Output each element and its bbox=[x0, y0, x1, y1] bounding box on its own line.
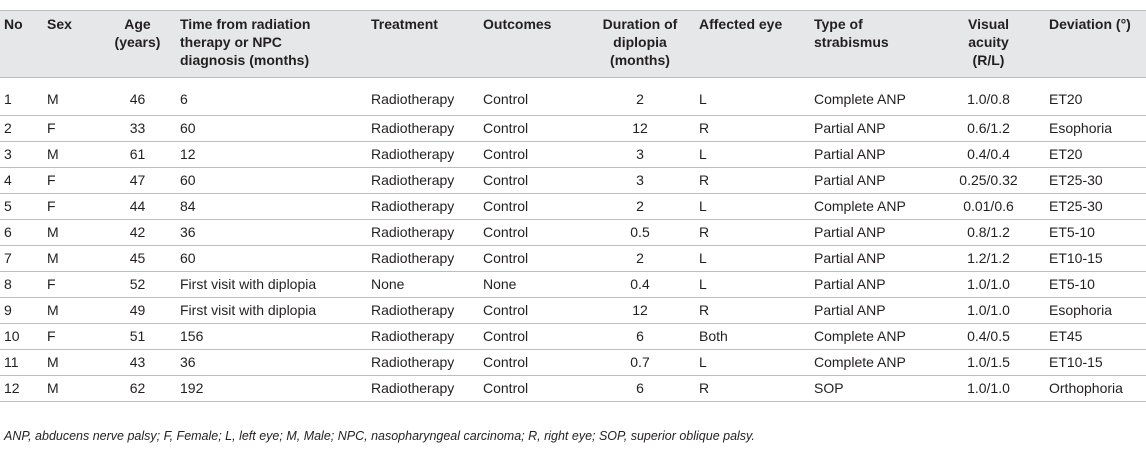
cell-outcomes: Control bbox=[483, 120, 529, 136]
cell-age: 33 bbox=[129, 120, 146, 136]
cell-strabismus-type: Partial ANP bbox=[814, 120, 886, 136]
cell-time: First visit with diplopia bbox=[180, 302, 317, 318]
cell-deviation: ET5-10 bbox=[1049, 224, 1095, 240]
cell-visual-acuity: 1.0/1.5 bbox=[967, 354, 1010, 370]
cell-time: 60 bbox=[180, 120, 196, 136]
header-deviation: Deviation (°) bbox=[1049, 16, 1131, 32]
cell-strabismus-type: Complete ANP bbox=[814, 354, 906, 370]
cell-visual-acuity: 0.6/1.2 bbox=[967, 120, 1010, 136]
cell-outcomes: Control bbox=[483, 380, 529, 396]
cell-affected-eye: R bbox=[699, 224, 710, 240]
cell-age: 42 bbox=[129, 224, 146, 240]
cell-age: 45 bbox=[129, 250, 146, 266]
cell-strabismus-type: Partial ANP bbox=[814, 276, 886, 292]
table-row bbox=[0, 246, 1146, 272]
cell-no: 7 bbox=[4, 250, 12, 266]
cell-duration: 6 bbox=[636, 380, 644, 396]
cell-outcomes: Control bbox=[483, 250, 529, 266]
cell-affected-eye: L bbox=[699, 146, 707, 162]
cell-no: 8 bbox=[4, 276, 12, 292]
cell-visual-acuity: 0.01/0.6 bbox=[963, 198, 1014, 214]
cell-age: 49 bbox=[129, 302, 146, 318]
cell-deviation: ET25-30 bbox=[1049, 172, 1103, 188]
cell-sex: F bbox=[47, 120, 56, 136]
cell-strabismus-type: Partial ANP bbox=[814, 224, 886, 240]
cell-no: 12 bbox=[4, 380, 20, 396]
table-row bbox=[0, 350, 1146, 376]
header-age: Age (years) bbox=[114, 16, 161, 50]
cell-age: 43 bbox=[129, 354, 146, 370]
cell-duration: 12 bbox=[632, 120, 648, 136]
header-no: No bbox=[4, 16, 23, 32]
cell-sex: M bbox=[47, 302, 59, 318]
cell-time: 60 bbox=[180, 250, 196, 266]
cell-treatment: Radiotherapy bbox=[371, 328, 455, 344]
patient-table bbox=[0, 10, 1146, 402]
cell-outcomes: Control bbox=[483, 198, 529, 214]
cell-no: 10 bbox=[4, 328, 20, 344]
cell-deviation: ET25-30 bbox=[1049, 198, 1103, 214]
cell-visual-acuity: 1.0/1.0 bbox=[967, 302, 1010, 318]
cell-strabismus-type: Partial ANP bbox=[814, 302, 886, 318]
cell-no: 5 bbox=[4, 198, 12, 214]
cell-duration: 2 bbox=[636, 250, 644, 266]
cell-duration: 3 bbox=[636, 146, 644, 162]
header-visual-acuity: Visual acuity (R/L) bbox=[968, 16, 1009, 68]
cell-age: 47 bbox=[129, 172, 146, 188]
cell-affected-eye: L bbox=[699, 91, 707, 107]
cell-strabismus-type: Partial ANP bbox=[814, 172, 886, 188]
cell-affected-eye: R bbox=[699, 172, 710, 188]
cell-deviation: ET20 bbox=[1049, 91, 1083, 107]
cell-sex: M bbox=[47, 224, 59, 240]
cell-visual-acuity: 1.0/0.8 bbox=[967, 91, 1010, 107]
cell-treatment: Radiotherapy bbox=[371, 380, 455, 396]
cell-visual-acuity: 1.0/1.0 bbox=[967, 380, 1010, 396]
cell-age: 46 bbox=[129, 91, 146, 107]
cell-duration: 6 bbox=[636, 328, 644, 344]
cell-duration: 3 bbox=[636, 172, 644, 188]
header-time: Time from radiation therapy or NPC diagnosis (months) bbox=[180, 16, 311, 68]
table-row bbox=[0, 142, 1146, 168]
cell-time: 84 bbox=[180, 198, 196, 214]
cell-time: 12 bbox=[180, 146, 196, 162]
cell-affected-eye: L bbox=[699, 354, 707, 370]
table-row bbox=[0, 324, 1146, 350]
header-sex: Sex bbox=[47, 16, 72, 32]
cell-affected-eye: Both bbox=[699, 328, 728, 344]
cell-no: 2 bbox=[4, 120, 12, 136]
cell-treatment: Radiotherapy bbox=[371, 172, 455, 188]
cell-sex: M bbox=[47, 91, 59, 107]
cell-age: 62 bbox=[129, 380, 146, 396]
cell-deviation: ET10-15 bbox=[1049, 354, 1103, 370]
cell-visual-acuity: 0.4/0.4 bbox=[967, 146, 1010, 162]
header-row bbox=[0, 11, 1146, 78]
table-row bbox=[0, 272, 1146, 298]
cell-strabismus-type: Complete ANP bbox=[814, 91, 906, 107]
cell-duration: 2 bbox=[636, 91, 644, 107]
cell-duration: 2 bbox=[636, 198, 644, 214]
cell-sex: F bbox=[47, 198, 56, 214]
cell-no: 1 bbox=[4, 91, 12, 107]
cell-time: 156 bbox=[180, 328, 204, 344]
header-affected-eye: Affected eye bbox=[699, 16, 783, 32]
cell-outcomes: Control bbox=[483, 146, 529, 162]
cell-treatment: Radiotherapy bbox=[371, 354, 455, 370]
cell-outcomes: Control bbox=[483, 328, 529, 344]
cell-duration: 0.7 bbox=[630, 354, 650, 370]
header-strabismus-type: Type of strabismus bbox=[814, 16, 889, 50]
cell-treatment: Radiotherapy bbox=[371, 250, 455, 266]
cell-time: 192 bbox=[180, 380, 204, 396]
cell-no: 6 bbox=[4, 224, 12, 240]
cell-sex: M bbox=[47, 250, 59, 266]
cell-sex: M bbox=[47, 380, 59, 396]
table-body bbox=[0, 78, 1146, 402]
cell-outcomes: Control bbox=[483, 354, 529, 370]
table-row bbox=[0, 78, 1146, 116]
table-row bbox=[0, 168, 1146, 194]
cell-time: 6 bbox=[180, 91, 188, 107]
cell-age: 61 bbox=[129, 146, 146, 162]
cell-sex: M bbox=[47, 354, 59, 370]
cell-visual-acuity: 0.8/1.2 bbox=[967, 224, 1010, 240]
cell-no: 11 bbox=[4, 354, 19, 370]
cell-treatment: Radiotherapy bbox=[371, 120, 455, 136]
cell-strabismus-type: Complete ANP bbox=[814, 328, 906, 344]
cell-deviation: ET10-15 bbox=[1049, 250, 1103, 266]
cell-age: 44 bbox=[129, 198, 146, 214]
cell-time: 36 bbox=[180, 354, 196, 370]
table-row bbox=[0, 194, 1146, 220]
table-row bbox=[0, 298, 1146, 324]
cell-no: 3 bbox=[4, 146, 12, 162]
cell-age: 51 bbox=[129, 328, 146, 344]
table-footnote: ANP, abducens nerve palsy; F, Female; L, left eye; M, Male; NPC, nasopharyngeal carcinoma; R, right eye; SOP, superior oblique palsy. bbox=[4, 429, 755, 443]
cell-treatment: None bbox=[371, 276, 405, 292]
cell-strabismus-type: Partial ANP bbox=[814, 250, 886, 266]
table-row bbox=[0, 376, 1146, 402]
table-header bbox=[0, 11, 1146, 78]
cell-visual-acuity: 0.4/0.5 bbox=[967, 328, 1010, 344]
cell-outcomes: Control bbox=[483, 224, 529, 240]
header-duration: Duration of diplopia (months) bbox=[602, 16, 678, 68]
cell-deviation: Orthophoria bbox=[1049, 380, 1123, 396]
cell-age: 52 bbox=[129, 276, 146, 292]
cell-duration: 12 bbox=[632, 302, 648, 318]
cell-affected-eye: L bbox=[699, 250, 707, 266]
cell-strabismus-type: Complete ANP bbox=[814, 198, 906, 214]
cell-strabismus-type: Partial ANP bbox=[814, 146, 886, 162]
cell-treatment: Radiotherapy bbox=[371, 146, 455, 162]
cell-treatment: Radiotherapy bbox=[371, 302, 455, 318]
cell-outcomes: Control bbox=[483, 172, 529, 188]
cell-affected-eye: R bbox=[699, 120, 710, 136]
cell-no: 9 bbox=[4, 302, 12, 318]
cell-deviation: Esophoria bbox=[1049, 120, 1113, 136]
cell-sex: F bbox=[47, 276, 56, 292]
cell-outcomes: None bbox=[483, 276, 517, 292]
cell-treatment: Radiotherapy bbox=[371, 91, 455, 107]
cell-sex: M bbox=[47, 146, 59, 162]
table-row bbox=[0, 116, 1146, 142]
header-outcomes: Outcomes bbox=[483, 16, 552, 32]
cell-time: 60 bbox=[180, 172, 196, 188]
cell-duration: 0.4 bbox=[630, 276, 650, 292]
cell-sex: F bbox=[47, 328, 56, 344]
cell-treatment: Radiotherapy bbox=[371, 224, 455, 240]
cell-visual-acuity: 1.0/1.0 bbox=[967, 276, 1010, 292]
cell-visual-acuity: 0.25/0.32 bbox=[959, 172, 1018, 188]
cell-duration: 0.5 bbox=[630, 224, 650, 240]
header-treatment: Treatment bbox=[371, 16, 438, 32]
cell-strabismus-type: SOP bbox=[814, 380, 844, 396]
cell-time: 36 bbox=[180, 224, 196, 240]
cell-affected-eye: R bbox=[699, 380, 710, 396]
cell-affected-eye: R bbox=[699, 302, 710, 318]
cell-outcomes: Control bbox=[483, 302, 529, 318]
cell-visual-acuity: 1.2/1.2 bbox=[967, 250, 1010, 266]
cell-sex: F bbox=[47, 172, 56, 188]
cell-no: 4 bbox=[4, 172, 12, 188]
table-row bbox=[0, 220, 1146, 246]
cell-time: First visit with diplopia bbox=[180, 276, 317, 292]
cell-deviation: ET20 bbox=[1049, 146, 1083, 162]
cell-treatment: Radiotherapy bbox=[371, 198, 455, 214]
cell-affected-eye: L bbox=[699, 276, 707, 292]
cell-deviation: ET5-10 bbox=[1049, 276, 1095, 292]
cell-outcomes: Control bbox=[483, 91, 529, 107]
cell-deviation: ET45 bbox=[1049, 328, 1083, 344]
cell-affected-eye: L bbox=[699, 198, 707, 214]
cell-deviation: Esophoria bbox=[1049, 302, 1113, 318]
